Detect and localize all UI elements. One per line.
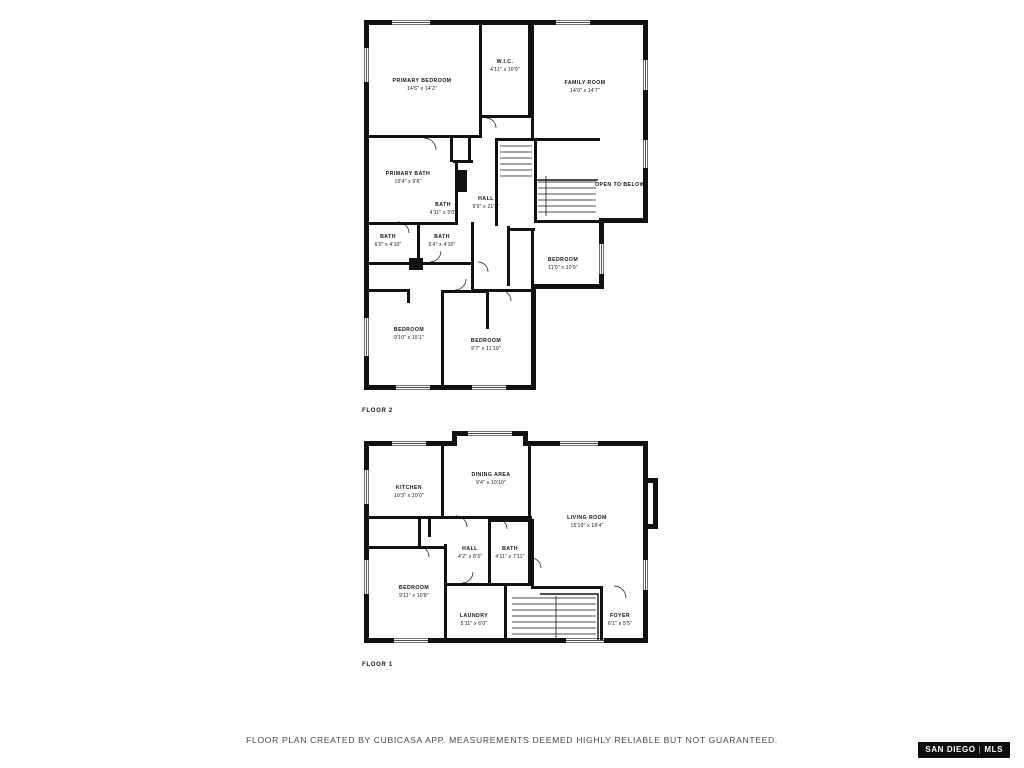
room-dimensions: 9'0" x 21'8" [472,203,500,210]
room-dimensions: 11'0" x 10'9" [548,264,578,271]
room-dimensions: 9'4" x 10'10" [475,479,507,486]
logo-separator: | [978,745,982,754]
room-name: BEDROOM [547,257,579,264]
room-label [471,338,501,352]
room-label [430,202,457,216]
room-label [472,196,499,210]
room-label [548,257,578,271]
room-label [458,546,482,560]
room-label [490,59,520,73]
room-dimensions: 9'7" x 11'10" [471,345,501,352]
room-dimensions: 10'4" x 9'6" [394,178,422,185]
room-dimensions: 4'2" x 8'3" [457,553,483,560]
floor-1-caption: FLOOR 1 [362,662,393,668]
room-name: FAMILY ROOM [564,80,606,87]
room-name: DINING AREA [471,472,511,479]
logo-left-text: SAN DIEGO [925,745,976,754]
room-label [393,78,452,92]
room-dimensions: 15'10" x 18'4" [570,522,604,529]
room-dimensions: 9'11" x 10'8" [399,592,429,599]
room-name: HALL [462,546,478,553]
room-name: BATH [435,202,451,209]
room-name: BEDROOM [398,585,430,592]
disclaimer-text: FLOOR PLAN CREATED BY CUBICASA APP. MEASUREMENTS DEEMED HIGHLY RELIABLE BUT NOT GUARANTEED. [246,735,778,745]
room-dimensions: 5'11" x 6'0" [460,620,488,627]
room-dimensions: 4'11" x 7'11" [495,553,525,560]
room-name: KITCHEN [395,485,423,492]
room-name: LIVING ROOM [567,515,607,522]
room-name: BEDROOM [393,327,425,334]
room-name: BATH [434,234,450,241]
room-label [386,171,431,185]
room-label-open-to-below [595,182,645,189]
room-dimensions: 14'0" x 14'7" [569,87,601,94]
room-name: BATH [380,234,396,241]
room-label [565,80,606,94]
room-name: PRIMARY BATH [385,171,431,178]
room-label [608,613,632,627]
room-name: HALL [478,196,494,203]
floor-2-caption: FLOOR 2 [362,408,393,414]
room-name: BATH [502,546,518,553]
room-label [394,485,424,499]
room-dimensions: 9'10" x 15'1" [393,334,425,341]
room-label [428,234,455,248]
room-name: W.I.C. [496,59,514,66]
room-dimensions: 4'11" x 10'9" [490,66,520,73]
room-dimensions: 14'6" x 14'2" [406,85,438,92]
room-dimensions: 4'11" x 3'0" [429,209,457,216]
room-name: PRIMARY BEDROOM [392,78,452,85]
room-label [495,546,524,560]
room-label [394,327,424,341]
logo-right-text: MLS [984,745,1003,754]
floor-1-plan [364,431,658,643]
room-name: BEDROOM [470,338,502,345]
room-label [567,515,607,529]
room-dimensions: 10'3" x 10'0" [393,492,425,499]
room-label [374,234,401,248]
room-dimensions: 6'4" x 4'10" [428,241,456,248]
room-name: LAUNDRY [459,613,489,620]
san-diego-mls-logo [918,742,1010,758]
room-dimensions: 6'1" x 5'5" [607,620,633,627]
room-name: OPEN TO BELOW [595,181,645,188]
room-label [471,472,510,486]
room-dimensions: 6'0" x 4'10" [374,241,402,248]
room-label [399,585,429,599]
room-name: FOYER [609,613,631,620]
room-label [460,613,488,627]
